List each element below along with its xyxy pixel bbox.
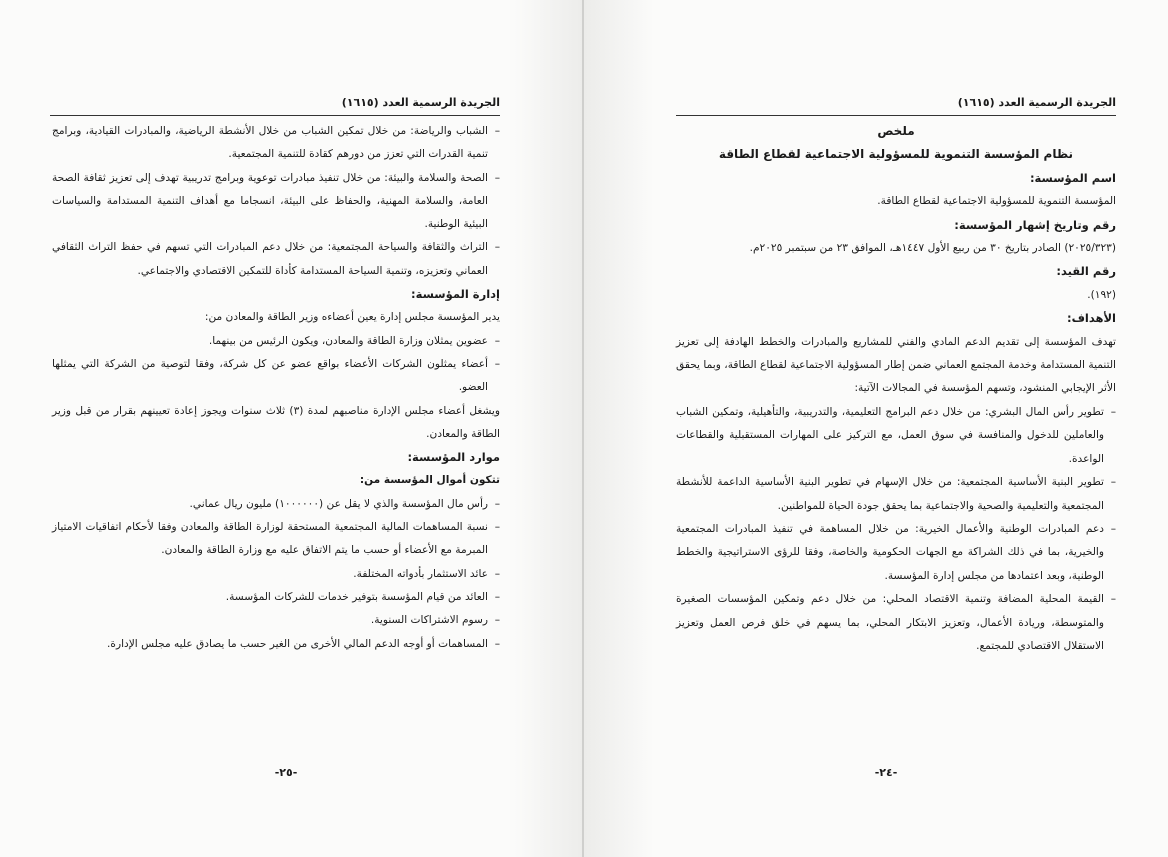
page-content — [676, 120, 1116, 658]
page-content — [52, 120, 500, 656]
list-item-sports: – الشباب والرياضة: من خلال تمكين الشباب من خلال الأنشطة الرياضية، والمبادرات القيادية، وبرامج تنمية القدرات التي تعزز من دورهم كقادة للتنمية المجتمعية. — [52, 120, 500, 167]
registration-heading: رقم وتاريخ إشهار المؤسسة: — [954, 217, 1116, 232]
resources-item: – رأس مال المؤسسة والذي لا يقل عن (١٠٠٠٠٠٠) مليون ريال عماني. — [52, 493, 500, 516]
resources-item: – نسبة المساهمات المالية المجتمعية المستحقة لوزارة الطاقة والمعادن وفقا لأحكام اتفاقيات الامتياز المبرمة مع الأعضاء أو حسب ما يتم الاتفاق عليه مع وزارة الطاقة والمعادن. — [52, 516, 500, 563]
goals-intro: تهدف المؤسسة إلى تقديم الدعم المادي والفني للمشاريع والمبادرات والخطط الهادفة إلى تعزيز التنمية المستدامة وخدمة المجتمع العماني ضمن إطار المسؤولية الاجتماعية لقطاع الطاقة، وبما يحقق الأثر الإيجابي المنشود، وتسهم المؤسسة في المجالات الآتية: — [676, 335, 1116, 395]
page-header: الجريدة الرسمية العدد (١٦١٥) — [50, 94, 500, 116]
list-item-health: – الصحة والسلامة والبيئة: من خلال تنفيذ مبادرات توعوية وبرامج تدريبية تهدف إلى تعزيز ثقافة الصحة العامة، والسلامة المهنية، والحفاظ على البيئة، انسجاما مع أهداف التنمية المستدامة والسياسات البيئية الوطنية. — [52, 167, 500, 237]
record-heading: رقم القيد: — [1056, 264, 1116, 279]
management-term: ويشغل أعضاء مجلس الإدارة مناصبهم لمدة (٣) ثلاث سنوات ويجوز إعادة تعيينهم بقرار من قبل وزير الطاقة والمعادن. — [52, 404, 500, 440]
resources-intro: تتكون أموال المؤسسة من: — [359, 474, 500, 487]
system-title: نظام المؤسسة التنموية للمسؤولية الاجتماعية لقطاع الطاقة — [718, 147, 1074, 162]
management-heading: إدارة المؤسسة: — [411, 287, 500, 302]
list-item-heritage: – التراث والثقافة والسياحة المجتمعية: من خلال دعم المبادرات التي تسهم في حفظ التراث الثقافي العماني وتعزيزه، وتنمية السياحة المستدامة كأداة للتمكين الاقتصادي والاجتماعي. — [52, 236, 500, 283]
name-heading: اسم المؤسسة: — [1029, 170, 1116, 185]
goals-item: – دعم المبادرات الوطنية والأعمال الخيرية: من خلال المساهمة في تنفيذ المبادرات المجتمعية والخيرية، بما في ذلك الشراكة مع الجهات الحكومية والخاصة، وفقا للرؤى الاستراتيجية والخطط الوطنية، وبعد اعتمادها من مجلس إدارة المؤسسة. — [676, 518, 1116, 588]
page-24 — [584, 0, 1168, 857]
management-item: – عضوين يمثلان وزارة الطاقة والمعادن، ويكون الرئيس من بينهما. — [52, 330, 500, 353]
resources-item: – رسوم الاشتراكات السنوية. — [52, 609, 500, 632]
resources-item: – عائد الاستثمار بأدواته المختلفة. — [52, 563, 500, 586]
registration-value: (٢٠٢٥/٣٢٣) الصادر بتاريخ ٣٠ من ربيع الأول ١٤٤٧هـ، الموافق ٢٣ من سبتمبر ٢٠٢٥م. — [749, 242, 1116, 255]
resources-item: – المساهمات أو أوجه الدعم المالي الأخرى من الغير حسب ما يصادق عليه مجلس الإدارة. — [52, 633, 500, 656]
goals-item: – تطوير البنية الأساسية المجتمعية: من خلال الإسهام في تطوير البنية الأساسية الداعمة للأنشطة المجتمعية والتعليمية والصحية والاجتماعية بما يحقق جودة الحياة للمواطنين. — [676, 471, 1116, 518]
resources-heading: موارد المؤسسة: — [407, 450, 500, 465]
page-number: -٢٥- — [274, 766, 298, 779]
resources-item: – العائد من قيام المؤسسة بتوفير خدمات للشركات المؤسسة. — [52, 586, 500, 609]
page-header: الجريدة الرسمية العدد (١٦١٥) — [676, 94, 1116, 116]
record-value: (١٩٢). — [1087, 288, 1116, 301]
management-intro: يدير المؤسسة مجلس إدارة يعين أعضاءه وزير الطاقة والمعادن من: — [204, 311, 500, 324]
goals-item: – القيمة المحلية المضافة وتنمية الاقتصاد المحلي: من خلال دعم وتمكين المؤسسات الصغيرة والمتوسطة، وريادة الأعمال، وتعزيز الابتكار المحلي، بما يسهم في خلق فرص العمل وتعزيز الاستقلال الاقتصادي للمجتمع. — [676, 588, 1116, 658]
summary-title: ملخص — [877, 124, 915, 138]
management-item: – أعضاء يمثلون الشركات الأعضاء بواقع عضو عن كل شركة، وفقا لتوصية من الشركة التي يمثلها العضو. — [52, 353, 500, 400]
goals-heading: الأهداف: — [1066, 311, 1116, 326]
goals-item: – تطوير رأس المال البشري: من خلال دعم البرامج التعليمية، والتدريبية، والتأهيلية، وتمكين الشباب والعاملين للدخول والمنافسة في سوق العمل، مع التركيز على المهارات المستقبلية والقطاعات الواعدة. — [676, 401, 1116, 471]
page-number: -٢٤- — [874, 766, 898, 779]
name-value: المؤسسة التنموية للمسؤولية الاجتماعية لقطاع الطاقة. — [877, 195, 1116, 208]
